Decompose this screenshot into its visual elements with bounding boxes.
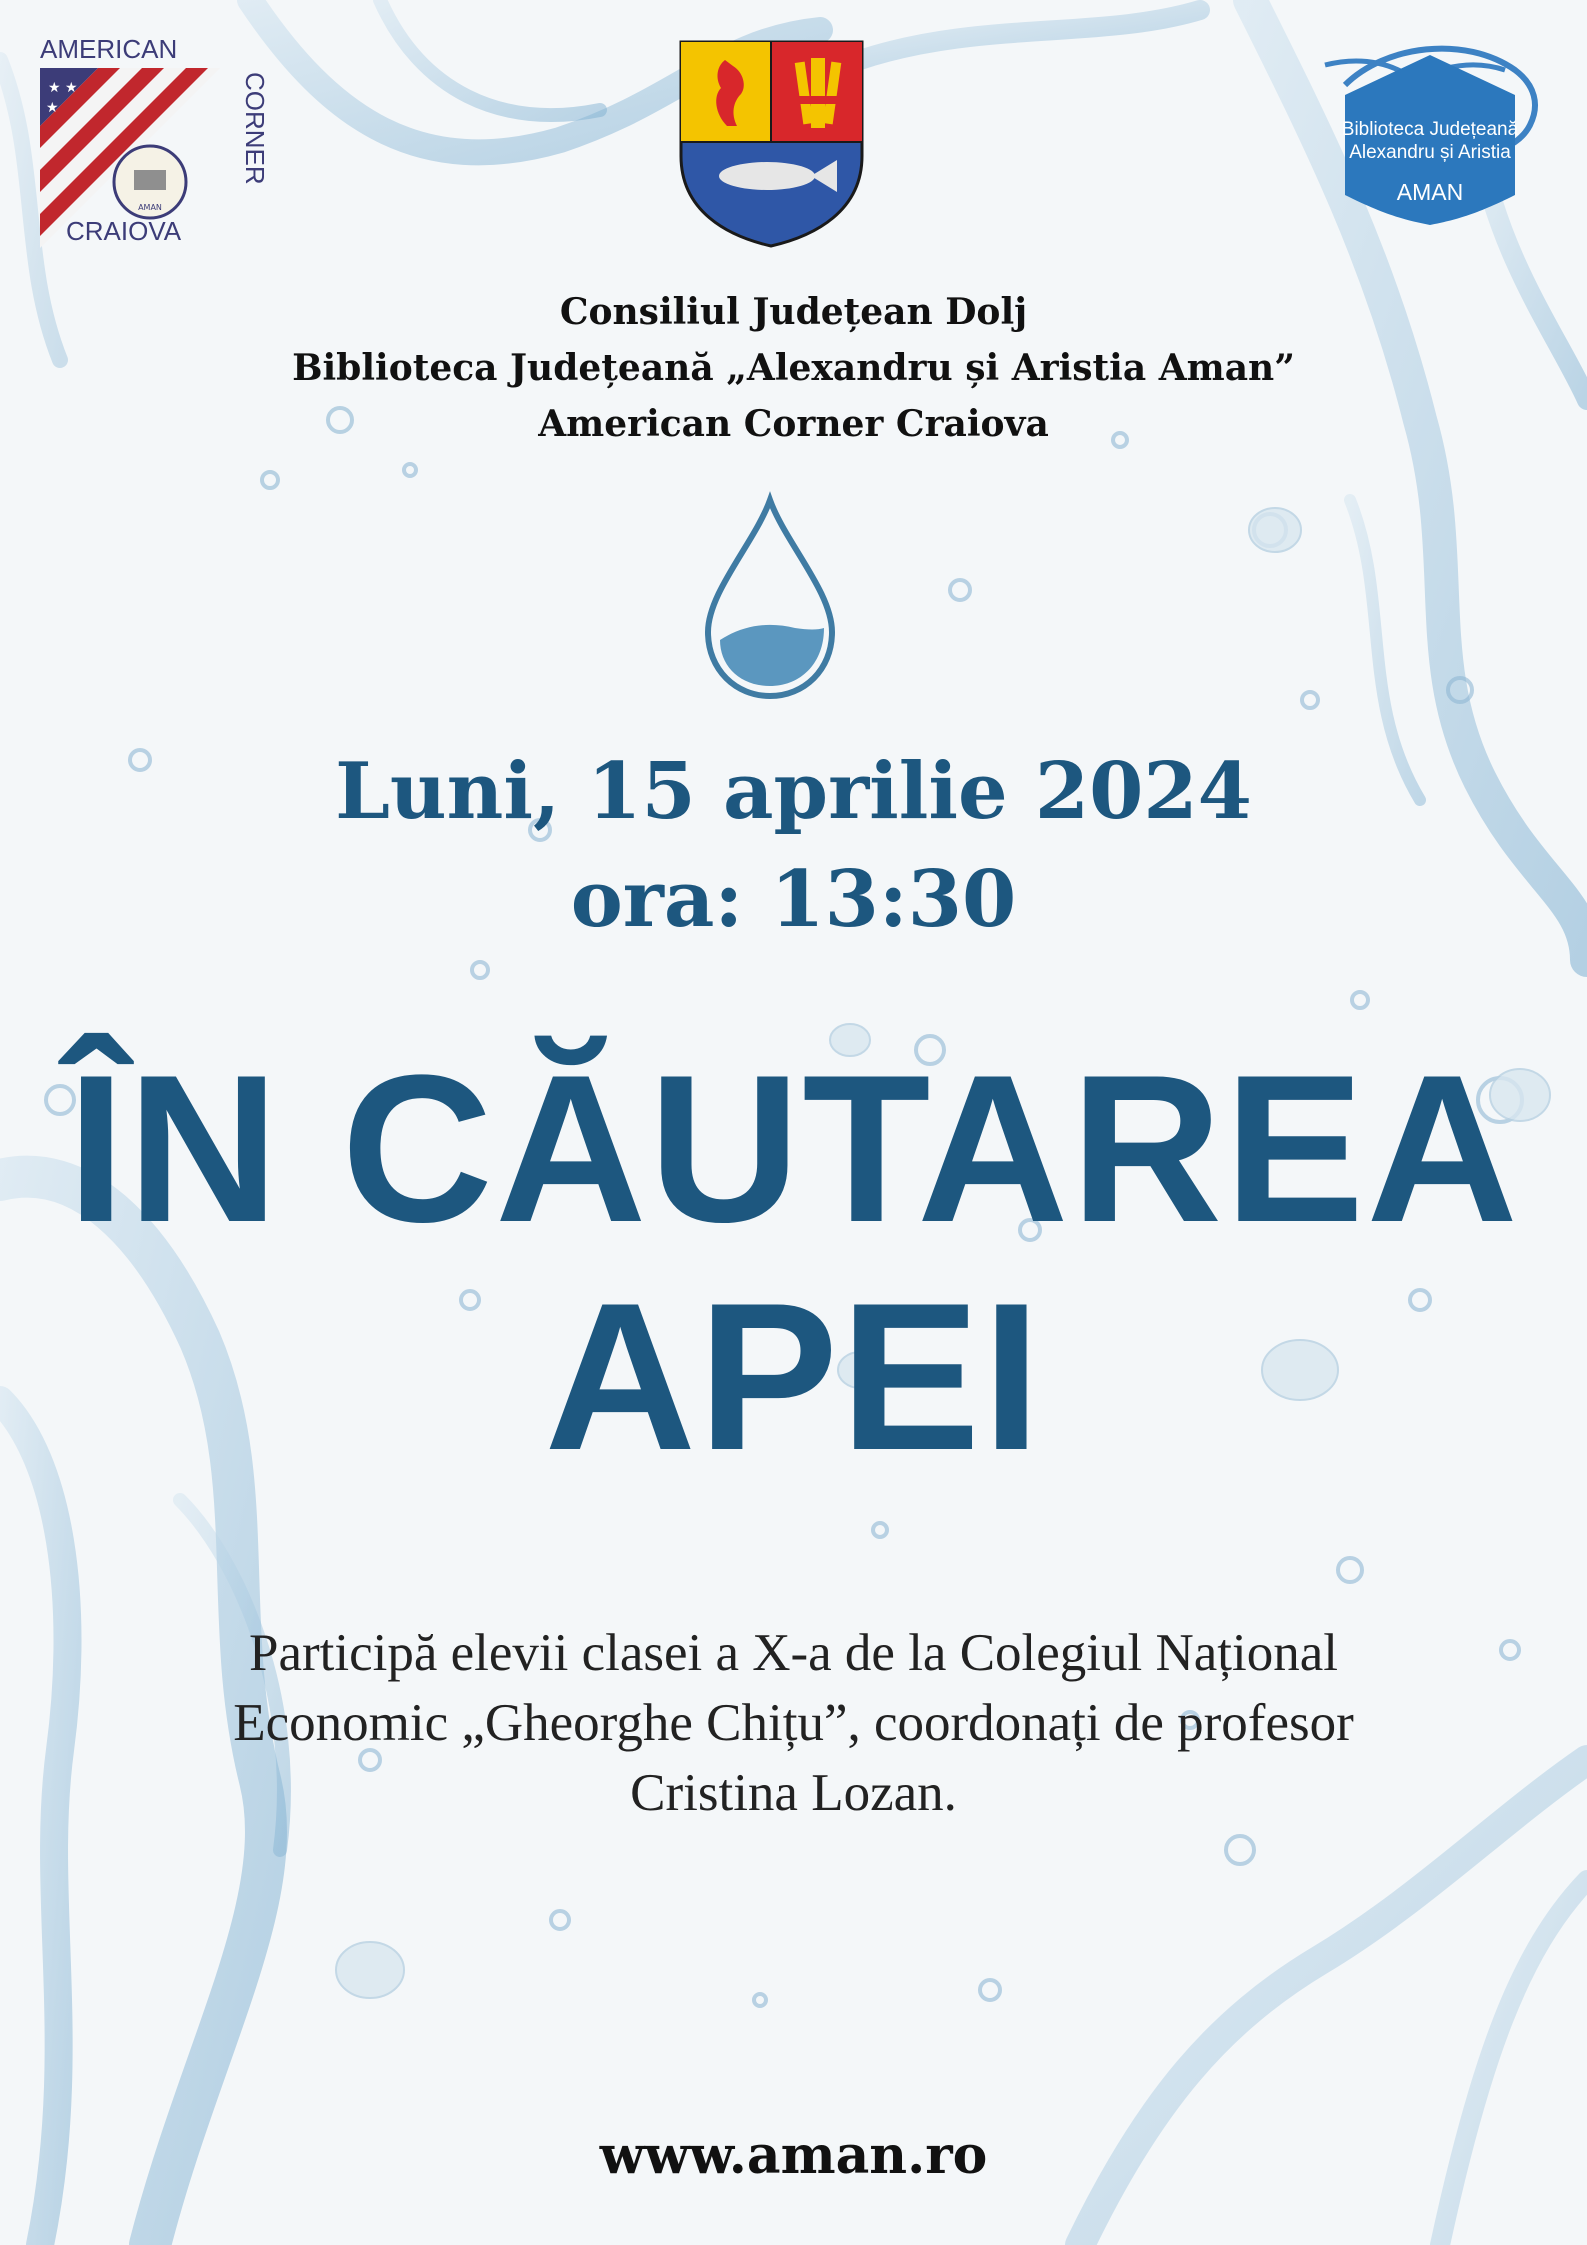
library-logo [1305, 25, 1555, 230]
organizer-american-corner: American Corner Craiova [538, 403, 1049, 445]
seal-center-text: AMAN [138, 203, 162, 212]
library-logo-line2: Alexandru și Aristia [1349, 142, 1511, 163]
american-corner-logo [38, 32, 270, 247]
event-time: ora: 13:30 [570, 854, 1017, 945]
description-line3: Cristina Lozan. [630, 1764, 957, 1822]
water-drop-icon [700, 492, 840, 702]
american-corner-bottom-text: CRAIOVA [66, 216, 182, 246]
american-corner-top-text: AMERICAN [40, 34, 178, 64]
organizer-county-council: Consiliul Județean Dolj [559, 291, 1028, 333]
description-line2: Economic „Gheorghe Chițu”, coordonați de profesor [233, 1694, 1354, 1752]
event-date: Luni, 15 aprilie 2024 [335, 746, 1252, 837]
organizer-library: Biblioteca Județeană „Alexandru și Aristia Aman” [292, 347, 1295, 389]
event-datetime [0, 738, 1587, 954]
american-corner-side-text: CORNER [240, 72, 270, 185]
event-title [0, 1031, 1587, 1494]
library-logo-line1: Biblioteca Județeană [1341, 119, 1519, 140]
event-title-line2: APEI [544, 1259, 1043, 1494]
svg-text:★: ★ [46, 100, 59, 116]
library-logo-line3: AMAN [1396, 179, 1464, 205]
dolj-county-crest [675, 36, 868, 248]
description-line1: Participă elevii clasei a X-a de la Colegiul Național [248, 1624, 1339, 1682]
event-description [60, 1618, 1527, 1828]
website-link[interactable]: www.aman.ro [599, 2125, 988, 2186]
organizers [0, 284, 1587, 452]
svg-text:★ ★: ★ ★ [48, 80, 78, 96]
event-title-line1: ÎN CĂUTAREA [66, 1031, 1521, 1266]
